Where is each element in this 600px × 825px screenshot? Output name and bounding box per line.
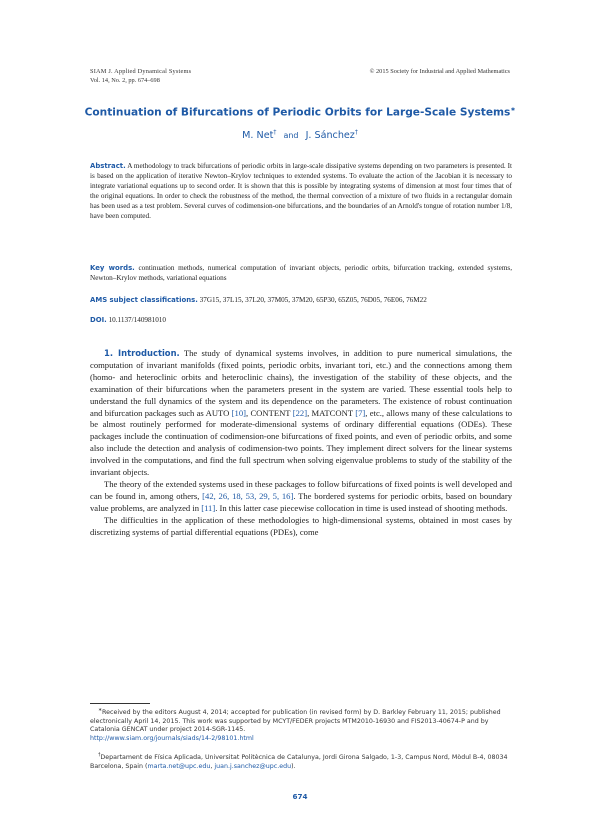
- page-number: 674: [292, 792, 308, 801]
- author-sanchez: J. Sánchez: [305, 130, 355, 142]
- intro-p2-text-c: . In this latter case piecewise collocation in time is used instead of shooting methods.: [215, 502, 508, 513]
- footnote-2-separator: ,: [210, 762, 215, 770]
- author-net: M. Net: [242, 130, 274, 142]
- citation-7[interactable]: [7]: [355, 407, 366, 418]
- citation-11[interactable]: [11]: [201, 502, 216, 513]
- abstract: [90, 161, 512, 222]
- intro-p1-text-b: , CONTENT: [245, 407, 291, 418]
- email-sanchez-link[interactable]: juan.j.sanchez@upc.edu: [214, 762, 292, 770]
- footnote-2: [90, 752, 512, 771]
- intro-p2-text-b: . The bordered systems for periodic orbits, based on boundary value problems, are analyzed in: [90, 490, 513, 513]
- footnote-2-text: Departament de Física Aplicada, Universitat Politècnica de Catalunya, Jordi Girona Salgado, 1-3, Campus Nord, Mòdul B-4, 08034 Barcelona, Spain (: [90, 754, 508, 770]
- author-net-mark[interactable]: †: [273, 129, 277, 136]
- paper-title-text: Continuation of Bifurcations of Periodic Orbits for Large-Scale Systems: [84, 106, 511, 119]
- intro-p1-text-c: , MATCONT: [307, 407, 353, 418]
- introduction-section: [90, 348, 512, 539]
- author-sanchez-mark[interactable]: †: [354, 129, 358, 136]
- citation-10[interactable]: [10]: [231, 407, 246, 418]
- abstract-text: A methodology to track bifurcations of periodic orbits in large-scale dissipative systems depending on two parameters is presented. It is based on the application of iterative Newton–Krylov techniques to extended systems. To evaluate the action of the Jacobian it is necessary to integrate variational equations up to second order. It is shown that this is possible by integrating systems of dimension at most four times that of the original equations. In order to check the robustness of the method, the thermal convection of a mixture of two fluids in a rectangular domain has been used as a test problem. Several curves of codimension-one bifurcations, and the boundaries of an Arnold's tongue of rotation number 1/8, have been computed.: [90, 162, 512, 221]
- email-net-link[interactable]: marta.net@upc.edu: [147, 762, 211, 770]
- citation-list[interactable]: [42, 26, 18, 53, 29, 5, 16]: [202, 490, 294, 501]
- running-head-left: [90, 68, 191, 85]
- keywords: [90, 263, 512, 283]
- intro-p2-text-a: The theory of the extended systems used in these packages to follow bifurcations of fixed points is well developed and can be found in, among others,: [90, 478, 512, 501]
- footnote-rule: [90, 703, 150, 704]
- doi: [90, 315, 512, 325]
- footnote-2-end: ).: [291, 762, 296, 770]
- footnote-1: [90, 707, 512, 743]
- author-list: [0, 129, 600, 141]
- keywords-label: Key words.: [90, 264, 135, 272]
- footnote-1-url[interactable]: http://www.siam.org/journals/siads/14-2/98101.html: [90, 734, 254, 742]
- ams-text: 37G15, 37L15, 37L20, 37M05, 37M20, 65P30, 65Z05, 76D05, 76E06, 76M22: [199, 296, 427, 304]
- intro-p1-text-a: The study of dynamical systems involves, in addition to pure numerical simulations, the computation of invariant manifolds (fixed points, periodic orbits, invariant tori, etc.) and the connections among them (homo- and heteroclinic orbits and heteroclinic chains), the investigation of the stability of these objects, and the examination of their bifurcations when the parameters present in the system are varied. These essential tools help to understand the full dynamics of the system and its dependence on the parameters. The existence of robust continuation and bifurcation packages such as AUTO: [90, 348, 512, 418]
- keywords-text: continuation methods, numerical computation of invariant objects, periodic orbits, bifurcation tracking, extended systems, Newton–Krylov methods, variational equations: [90, 264, 513, 283]
- abstract-label: Abstract.: [90, 162, 126, 170]
- ams-classifications: [90, 295, 512, 305]
- author-conjunction: and: [283, 131, 299, 141]
- doi-label: DOI.: [90, 316, 107, 324]
- citation-22[interactable]: [22]: [292, 407, 308, 418]
- intro-p1-text-d: , etc., allows many of these calculations to be almost routinely performed for moderate-dimensional systems of ordinary differential equations (ODEs). These packages include the continuation of codimension-one bifurcations of fixed points, and even of periodic orbits, and some also include the detection and analysis of codimension-two points. They implement direct solvers for the linear systems involved in the computations, and find the full spectrum when solving eigenvalue problems to study of the stability of the invariant objects.: [90, 407, 513, 478]
- footnote-2-mark: †: [98, 753, 101, 758]
- doi-text[interactable]: 10.1137/140981010: [108, 316, 166, 324]
- title-footnote-mark[interactable]: ∗: [510, 106, 516, 113]
- ams-label: AMS subject classifications.: [90, 296, 198, 304]
- intro-paragraph-1: [90, 348, 512, 479]
- copyright-notice: © 2015 Society for Industrial and Applied Mathematics: [369, 68, 510, 75]
- footnote-1-text: Received by the editors August 4, 2014; accepted for publication (in revised form) by D. Barkley February 11, 2015; published electronically April 14, 2015. This work was supported by MCYT/FEDER projects MTM2010-16930 and FIS2013-40674-P and by Catalonia GENCAT under project 2014-SGR-1145.: [90, 709, 501, 734]
- paper-title: [0, 106, 600, 119]
- journal-name: SIAM J. Applied Dynamical Systems: [90, 68, 192, 75]
- intro-paragraph-2: [90, 479, 512, 515]
- footnote-1-mark: ∗: [98, 708, 103, 713]
- journal-volume: Vol. 14, No. 2, pp. 674–698: [90, 76, 160, 84]
- intro-paragraph-3: The difficulties in the application of these methodologies to high-dimensional systems, obtained in most cases by discretizing systems of partial differential equations (PDEs), come: [90, 514, 512, 537]
- section-heading: 1. Introduction.: [104, 348, 180, 358]
